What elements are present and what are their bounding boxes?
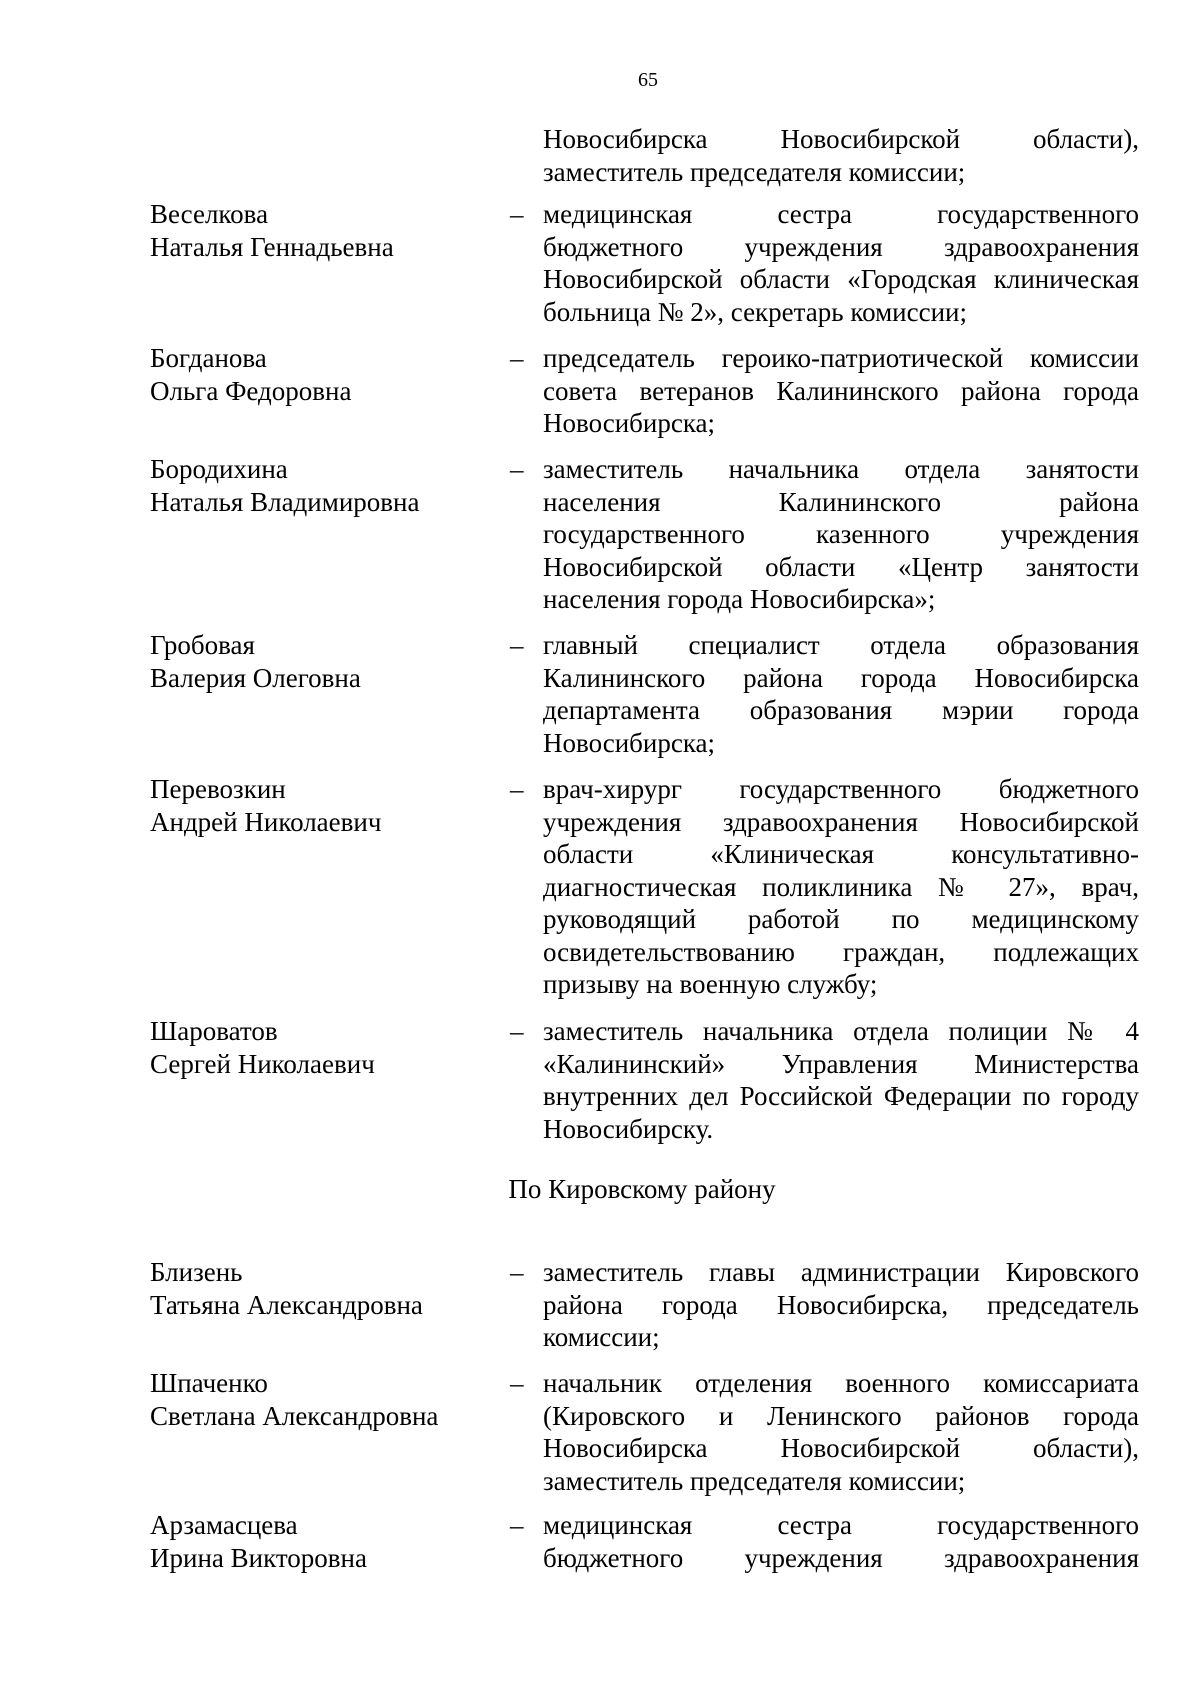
member-name-line: Ольга Федоровна xyxy=(150,375,352,406)
member-name-line: Шароватов xyxy=(150,1016,278,1046)
member-name-line: Татьяна Александровна xyxy=(150,1289,423,1320)
member-name-line: Арзамасцева xyxy=(150,1510,298,1540)
dash-separator: – xyxy=(510,343,524,373)
member-position-line: заместитель главы администрации Кировского xyxy=(543,1257,1139,1287)
member-position-line: врач-хирург государственного бюджетного xyxy=(543,774,1139,804)
member-position-line: Новосибирской области «Городская клиническая xyxy=(543,264,1139,294)
member-position-line: руководящий работой по медицинскому xyxy=(543,904,1139,934)
member-name xyxy=(150,453,490,518)
member-name-line: Бородихина xyxy=(150,454,288,484)
member-name xyxy=(150,198,490,263)
member-position-line: бюджетного учреждения здравоохранения xyxy=(543,1542,1139,1573)
member-name-line: Веселкова xyxy=(150,199,269,229)
member-name xyxy=(150,342,490,407)
member-position-line: больница № 2», секретарь комиссии; xyxy=(543,296,967,327)
member-position-line: района города Новосибирска, председатель xyxy=(543,1289,1139,1320)
member-position-line: внутренних дел Российской Федерации по городу xyxy=(543,1081,1139,1111)
member-position-line: заместитель председателя комиссии; xyxy=(543,1465,966,1496)
dash-separator: – xyxy=(510,630,524,660)
member-position-line: Новосибирска; xyxy=(543,408,716,438)
member-position xyxy=(543,198,1139,328)
member-position xyxy=(543,1367,1139,1497)
dash-separator: – xyxy=(510,454,524,484)
member-name-line: Андрей Николаевич xyxy=(150,806,382,837)
member-position-line: комиссии; xyxy=(543,1322,660,1352)
dash-separator: – xyxy=(510,1016,524,1046)
member-position-line: области «Клиническая консультативно- xyxy=(543,839,1139,869)
member-name-line: Валерия Олеговна xyxy=(150,662,361,693)
member-position xyxy=(543,1015,1139,1145)
section-heading: По Кировскому району xyxy=(508,1174,776,1204)
member-position-line: государственного казенного учреждения xyxy=(543,519,1139,549)
member-name-line: Богданова xyxy=(150,343,267,373)
member-position-line: Новосибирска Новосибирской области), xyxy=(543,1433,1139,1463)
member-position-line: диагностическая поликлиника № 27», врач, xyxy=(543,871,1139,902)
member-name-line: Светлана Александровна xyxy=(150,1400,439,1431)
member-position-line: населения Калининского района xyxy=(543,486,1139,517)
member-name-line: Ирина Викторовна xyxy=(150,1542,367,1573)
dash-separator: – xyxy=(510,774,524,804)
dash-separator: – xyxy=(510,199,524,229)
member-position-line: департамента образования мэрии города xyxy=(543,695,1139,725)
member-name-line: Сергей Николаевич xyxy=(150,1048,375,1079)
member-name-line: Перевозкин xyxy=(150,774,286,804)
member-position-line: председатель героико-патриотической комиссии xyxy=(543,343,1139,373)
member-position-line: учреждения здравоохранения Новосибирской xyxy=(543,806,1139,837)
member-name-line: Близень xyxy=(150,1257,243,1287)
dash-separator: – xyxy=(510,1510,524,1540)
member-position-line: Новосибирску. xyxy=(543,1113,714,1144)
member-position-line: населения города Новосибирска»; xyxy=(543,584,936,614)
member-position-line: начальник отделения военного комиссариата xyxy=(543,1368,1139,1398)
member-name xyxy=(150,1256,490,1321)
member-position xyxy=(543,1256,1139,1354)
member-position-line: медицинская сестра государственного xyxy=(543,199,1139,229)
member-position-line: призыву на военную службу; xyxy=(543,969,878,999)
member-position xyxy=(543,629,1139,759)
member-name xyxy=(150,773,490,838)
member-position-line: «Калининский» Управления Министерства xyxy=(543,1048,1139,1079)
member-name xyxy=(150,629,490,694)
member-name-line: Наталья Владимировна xyxy=(150,486,420,517)
member-position-line: Новосибирска Новосибирской области), xyxy=(543,124,1139,154)
member-name xyxy=(150,1367,490,1432)
member-position-line: Новосибирской области «Центр занятости xyxy=(543,551,1139,582)
member-position xyxy=(543,342,1139,440)
member-position xyxy=(543,1509,1139,1574)
member-position-line: Калининского района города Новосибирска xyxy=(543,662,1139,693)
dash-separator: – xyxy=(510,1368,524,1398)
member-position-line: заместитель начальника отдела полиции № 4 xyxy=(543,1016,1139,1046)
member-position xyxy=(543,453,1139,616)
member-position xyxy=(543,773,1139,1001)
member-position-line: совета ветеранов Калининского района города xyxy=(543,375,1139,406)
member-position xyxy=(543,123,1139,188)
member-name xyxy=(150,1015,490,1080)
member-name-line: Гробовая xyxy=(150,630,255,660)
member-name-line: Шпаченко xyxy=(150,1368,268,1398)
member-position-line: (Кировского и Ленинского районов города xyxy=(543,1400,1139,1431)
member-position-line: медицинская сестра государственного xyxy=(543,1510,1139,1540)
member-position-line: бюджетного учреждения здравоохранения xyxy=(543,231,1139,262)
member-position-line: заместитель начальника отдела занятости xyxy=(543,454,1139,484)
member-name-line: Наталья Геннадьевна xyxy=(150,231,394,262)
member-position-line: освидетельствованию граждан, подлежащих xyxy=(543,936,1139,967)
member-position-line: Новосибирска; xyxy=(543,727,716,758)
member-position-line: главный специалист отдела образования xyxy=(543,630,1139,660)
dash-separator: – xyxy=(510,1257,524,1287)
member-name xyxy=(150,1509,490,1574)
page-number: 65 xyxy=(638,69,658,91)
member-position-line: заместитель председателя комиссии; xyxy=(543,156,966,187)
